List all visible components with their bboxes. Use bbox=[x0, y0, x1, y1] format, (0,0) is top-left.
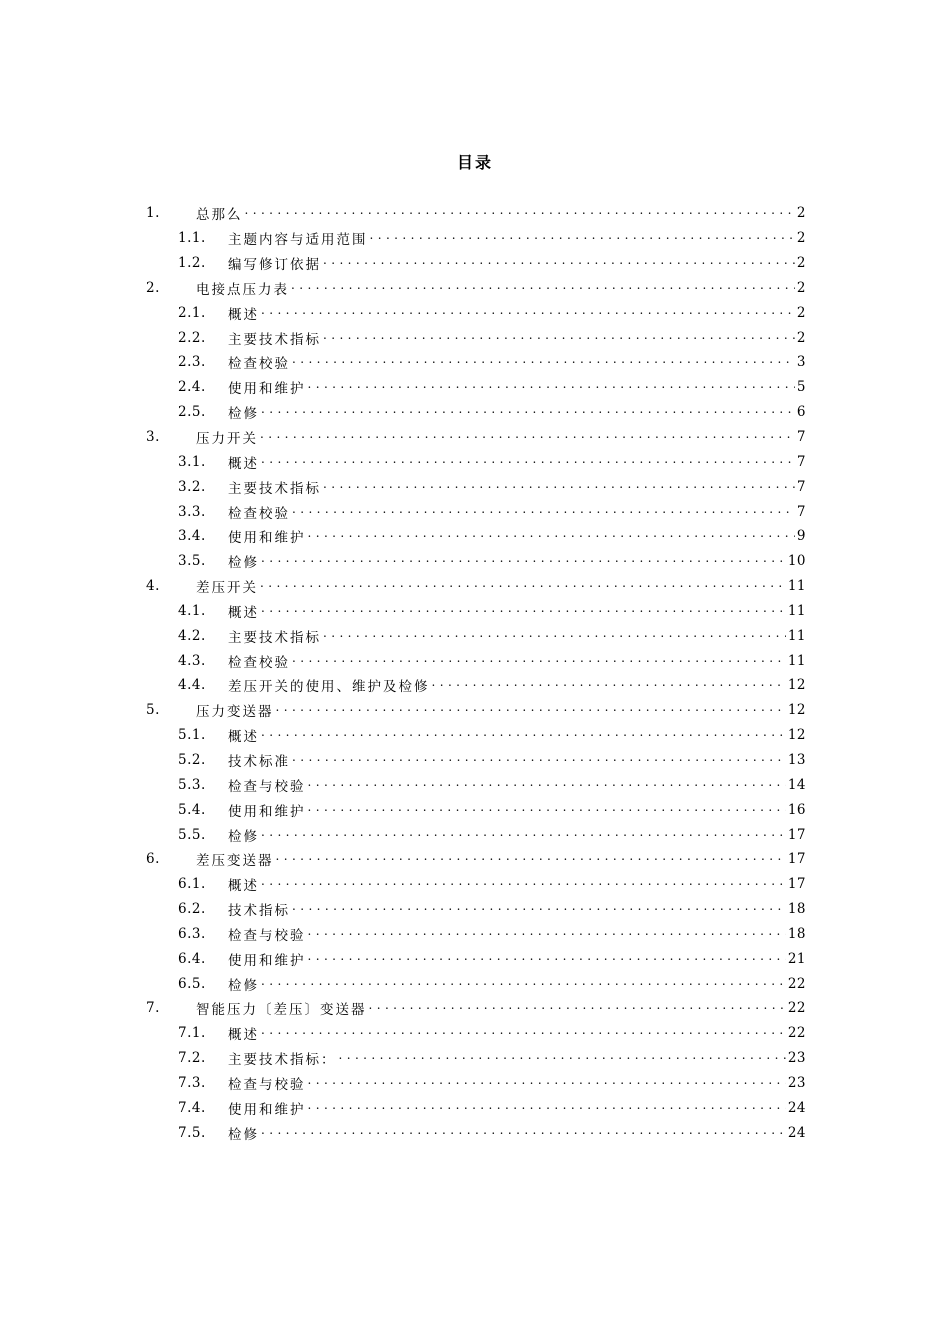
toc-entry-page-number: 14 bbox=[787, 776, 806, 793]
toc-entry-number: 3.3. bbox=[178, 503, 206, 520]
toc-entry-page-number: 24 bbox=[787, 1099, 806, 1116]
toc-chapter-entry[interactable] bbox=[146, 698, 806, 723]
toc-entry-title: 主要技术指标 bbox=[228, 480, 321, 497]
toc-entry-title: 检修 bbox=[228, 406, 259, 423]
toc-entry-number: 7.5. bbox=[178, 1124, 206, 1141]
toc-section-entry[interactable] bbox=[146, 400, 806, 425]
toc-entry-number: 5. bbox=[146, 702, 160, 719]
toc-section-entry[interactable] bbox=[146, 350, 806, 375]
toc-entry-title: 主要技术指标： bbox=[228, 1052, 337, 1069]
toc-entry-page-number: 18 bbox=[787, 901, 806, 918]
toc-dot-leader bbox=[323, 629, 786, 643]
toc-entry-title: 使用和维护 bbox=[228, 952, 306, 969]
toc-entry-title: 检查与校验 bbox=[228, 927, 306, 944]
toc-entry-title: 电接点压力表 bbox=[196, 281, 289, 298]
toc-entry-title: 检查校验 bbox=[228, 356, 290, 373]
toc-dot-leader bbox=[261, 828, 786, 842]
toc-dot-leader bbox=[261, 455, 795, 469]
toc-entry-page-number: 11 bbox=[787, 578, 806, 595]
toc-dot-leader bbox=[308, 1076, 786, 1090]
toc-entry-title: 概述 bbox=[228, 878, 259, 895]
toc-section-entry[interactable] bbox=[146, 226, 806, 251]
toc-dot-leader bbox=[308, 952, 786, 966]
toc-entry-title: 使用和维护 bbox=[228, 530, 306, 547]
toc-entry-page-number: 22 bbox=[787, 975, 806, 992]
toc-entry-page-number: 18 bbox=[787, 925, 806, 942]
toc-entry-number: 1. bbox=[146, 205, 160, 222]
toc-dot-leader bbox=[323, 331, 795, 345]
toc-entry-page-number: 12 bbox=[787, 727, 806, 744]
toc-entry-title: 使用和维护 bbox=[228, 381, 306, 398]
toc-entry-title: 检修 bbox=[228, 828, 259, 845]
toc-entry-title: 检查与校验 bbox=[228, 1076, 306, 1093]
toc-entry-title: 技术标准 bbox=[228, 753, 290, 770]
toc-entry-number: 6.2. bbox=[178, 901, 206, 918]
toc-entry-page-number: 6 bbox=[796, 404, 806, 421]
toc-entry-number: 3. bbox=[146, 429, 160, 446]
toc-chapter-entry[interactable] bbox=[146, 847, 806, 872]
toc-entry-number: 4. bbox=[146, 578, 160, 595]
toc-dot-leader bbox=[370, 231, 795, 245]
toc-dot-leader bbox=[323, 256, 795, 270]
toc-title: 目录 bbox=[456, 153, 493, 172]
toc-entry-title: 检查校验 bbox=[228, 654, 290, 671]
toc-entry-page-number: 2 bbox=[796, 230, 806, 247]
toc-list bbox=[146, 201, 806, 1145]
toc-section-entry[interactable] bbox=[146, 748, 806, 773]
toc-dot-leader bbox=[261, 554, 786, 568]
toc-section-entry[interactable] bbox=[146, 599, 806, 624]
toc-entry-number: 6.3. bbox=[178, 925, 206, 942]
toc-entry-title: 概述 bbox=[228, 306, 259, 323]
toc-entry-title: 检修 bbox=[228, 977, 259, 994]
toc-entry-title: 使用和维护 bbox=[228, 803, 306, 820]
toc-entry-page-number: 11 bbox=[787, 627, 806, 644]
toc-dot-leader bbox=[308, 529, 795, 543]
toc-dot-leader bbox=[308, 778, 786, 792]
toc-entry-title: 差压开关 bbox=[196, 580, 258, 597]
toc-entry-number: 2.4. bbox=[178, 379, 206, 396]
toc-entry-page-number: 7 bbox=[796, 453, 806, 470]
toc-entry-number: 7.4. bbox=[178, 1099, 206, 1116]
toc-section-entry[interactable] bbox=[146, 499, 806, 524]
toc-section-entry[interactable] bbox=[146, 375, 806, 400]
toc-dot-leader bbox=[245, 206, 795, 220]
toc-chapter-entry[interactable] bbox=[146, 201, 806, 226]
toc-entry-number: 7.3. bbox=[178, 1074, 206, 1091]
toc-entry-number: 4.2. bbox=[178, 627, 206, 644]
toc-entry-number: 2.2. bbox=[178, 329, 206, 346]
toc-section-entry[interactable] bbox=[146, 797, 806, 822]
toc-entry-number: 3.1. bbox=[178, 453, 206, 470]
toc-dot-leader bbox=[308, 380, 795, 394]
toc-entry-title: 压力变送器 bbox=[196, 704, 274, 721]
toc-entry-number: 1.2. bbox=[178, 255, 206, 272]
toc-entry-page-number: 2 bbox=[796, 279, 806, 296]
toc-entry-title: 主要技术指标 bbox=[228, 331, 321, 348]
toc-entry-number: 6.4. bbox=[178, 950, 206, 967]
toc-section-entry[interactable] bbox=[146, 1095, 806, 1120]
toc-dot-leader bbox=[260, 430, 795, 444]
toc-entry-number: 2.1. bbox=[178, 304, 206, 321]
toc-section-entry[interactable] bbox=[146, 300, 806, 325]
toc-entry-number: 6.5. bbox=[178, 975, 206, 992]
toc-entry-page-number: 23 bbox=[787, 1050, 806, 1067]
toc-dot-leader bbox=[369, 1001, 786, 1015]
toc-dot-leader bbox=[339, 1051, 786, 1065]
toc-entry-number: 7.1. bbox=[178, 1025, 206, 1042]
toc-entry-page-number: 22 bbox=[787, 1025, 806, 1042]
toc-entry-title: 差压变送器 bbox=[196, 853, 274, 870]
toc-section-entry[interactable] bbox=[146, 648, 806, 673]
toc-section-entry[interactable] bbox=[146, 251, 806, 276]
toc-dot-leader bbox=[261, 1026, 786, 1040]
toc-dot-leader bbox=[261, 977, 786, 991]
toc-entry-number: 5.1. bbox=[178, 727, 206, 744]
toc-dot-leader bbox=[261, 1126, 786, 1140]
toc-entry-title: 检查与校验 bbox=[228, 778, 306, 795]
toc-entry-title: 检修 bbox=[228, 1126, 259, 1143]
toc-entry-page-number: 12 bbox=[787, 677, 806, 694]
toc-entry-title: 主题内容与适用范围 bbox=[228, 232, 368, 249]
toc-entry-page-number: 11 bbox=[787, 652, 806, 669]
toc-entry-page-number: 17 bbox=[787, 826, 806, 843]
toc-section-entry[interactable] bbox=[146, 946, 806, 971]
toc-dot-leader bbox=[260, 579, 786, 593]
toc-dot-leader bbox=[261, 306, 795, 320]
toc-entry-title: 主要技术指标 bbox=[228, 629, 321, 646]
toc-dot-leader bbox=[292, 753, 786, 767]
toc-section-entry[interactable] bbox=[146, 1021, 806, 1046]
toc-entry-title: 差压开关的使用、维护及检修 bbox=[228, 679, 430, 696]
toc-entry-number: 7. bbox=[146, 1000, 160, 1017]
toc-section-entry[interactable] bbox=[146, 325, 806, 350]
toc-section-entry[interactable] bbox=[146, 971, 806, 996]
toc-section-entry[interactable] bbox=[146, 872, 806, 897]
toc-entry-title: 技术指标 bbox=[228, 903, 290, 920]
toc-entry-page-number: 11 bbox=[787, 602, 806, 619]
toc-section-entry[interactable] bbox=[146, 1046, 806, 1071]
toc-entry-page-number: 7 bbox=[796, 478, 806, 495]
toc-entry-number: 4.1. bbox=[178, 602, 206, 619]
toc-dot-leader bbox=[292, 654, 786, 668]
toc-entry-number: 3.5. bbox=[178, 553, 206, 570]
toc-entry-page-number: 10 bbox=[787, 553, 806, 570]
toc-entry-page-number: 13 bbox=[787, 751, 806, 768]
toc-entry-number: 6. bbox=[146, 851, 160, 868]
toc-chapter-entry[interactable] bbox=[146, 574, 806, 599]
toc-entry-title: 概述 bbox=[228, 729, 259, 746]
toc-dot-leader bbox=[261, 405, 795, 419]
toc-section-entry[interactable] bbox=[146, 1071, 806, 1096]
toc-entry-number: 3.2. bbox=[178, 478, 206, 495]
toc-entry-number: 3.4. bbox=[178, 528, 206, 545]
toc-section-entry[interactable] bbox=[146, 549, 806, 574]
toc-dot-leader bbox=[276, 852, 786, 866]
toc-entry-page-number: 21 bbox=[787, 950, 806, 967]
toc-entry-page-number: 12 bbox=[787, 702, 806, 719]
toc-entry-number: 5.2. bbox=[178, 751, 206, 768]
toc-entry-title: 编写修订依据 bbox=[228, 257, 321, 274]
toc-dot-leader bbox=[308, 1101, 786, 1115]
toc-dot-leader bbox=[261, 728, 786, 742]
toc-section-entry[interactable] bbox=[146, 822, 806, 847]
toc-entry-title: 概述 bbox=[228, 1027, 259, 1044]
toc-entry-page-number: 9 bbox=[796, 528, 806, 545]
toc-section-entry[interactable] bbox=[146, 772, 806, 797]
toc-entry-title: 检修 bbox=[228, 555, 259, 572]
toc-entry-page-number: 5 bbox=[796, 379, 806, 396]
toc-entry-page-number: 7 bbox=[796, 503, 806, 520]
toc-entry-title: 压力开关 bbox=[196, 431, 258, 448]
toc-section-entry[interactable] bbox=[146, 474, 806, 499]
toc-entry-page-number: 2 bbox=[796, 329, 806, 346]
toc-entry-page-number: 2 bbox=[796, 205, 806, 222]
toc-entry-number: 5.4. bbox=[178, 801, 206, 818]
toc-section-entry[interactable] bbox=[146, 524, 806, 549]
toc-dot-leader bbox=[276, 703, 786, 717]
toc-dot-leader bbox=[292, 355, 795, 369]
toc-entry-number: 7.2. bbox=[178, 1050, 206, 1067]
toc-dot-leader bbox=[261, 604, 786, 618]
toc-section-entry[interactable] bbox=[146, 623, 806, 648]
toc-chapter-entry[interactable] bbox=[146, 425, 806, 450]
toc-entry-page-number: 2 bbox=[796, 304, 806, 321]
toc-entry-title: 使用和维护 bbox=[228, 1101, 306, 1118]
toc-entry-page-number: 24 bbox=[787, 1124, 806, 1141]
toc-dot-leader bbox=[323, 480, 795, 494]
toc-dot-leader bbox=[291, 281, 795, 295]
toc-entry-number: 5.3. bbox=[178, 776, 206, 793]
toc-entry-number: 2.3. bbox=[178, 354, 206, 371]
toc-entry-number: 2.5. bbox=[178, 404, 206, 421]
toc-dot-leader bbox=[292, 902, 786, 916]
toc-entry-page-number: 2 bbox=[796, 255, 806, 272]
toc-entry-page-number: 3 bbox=[796, 354, 806, 371]
toc-section-entry[interactable] bbox=[146, 1120, 806, 1145]
toc-entry-title: 概述 bbox=[228, 604, 259, 621]
toc-entry-number: 1.1. bbox=[178, 230, 206, 247]
toc-dot-leader bbox=[432, 678, 786, 692]
toc-entry-page-number: 23 bbox=[787, 1074, 806, 1091]
toc-dot-leader bbox=[308, 927, 786, 941]
toc-entry-page-number: 16 bbox=[787, 801, 806, 818]
toc-entry-title: 智能压力〔差压〕变送器 bbox=[196, 1002, 367, 1019]
toc-section-entry[interactable] bbox=[146, 673, 806, 698]
toc-entry-title: 检查校验 bbox=[228, 505, 290, 522]
toc-entry-page-number: 17 bbox=[787, 851, 806, 868]
toc-entry-page-number: 7 bbox=[796, 429, 806, 446]
toc-chapter-entry[interactable] bbox=[146, 996, 806, 1021]
toc-dot-leader bbox=[292, 505, 795, 519]
toc-chapter-entry[interactable] bbox=[146, 276, 806, 301]
toc-entry-number: 6.1. bbox=[178, 876, 206, 893]
toc-section-entry[interactable] bbox=[146, 449, 806, 474]
toc-entry-number: 5.5. bbox=[178, 826, 206, 843]
toc-section-entry[interactable] bbox=[146, 723, 806, 748]
toc-section-entry[interactable] bbox=[146, 897, 806, 922]
toc-entry-page-number: 22 bbox=[787, 1000, 806, 1017]
toc-dot-leader bbox=[308, 803, 786, 817]
toc-entry-title: 概述 bbox=[228, 455, 259, 472]
toc-section-entry[interactable] bbox=[146, 921, 806, 946]
toc-entry-title: 总那么 bbox=[196, 207, 243, 224]
toc-entry-page-number: 17 bbox=[787, 876, 806, 893]
toc-entry-number: 4.4. bbox=[178, 677, 206, 694]
toc-dot-leader bbox=[261, 877, 786, 891]
toc-entry-number: 2. bbox=[146, 279, 160, 296]
toc-entry-number: 4.3. bbox=[178, 652, 206, 669]
